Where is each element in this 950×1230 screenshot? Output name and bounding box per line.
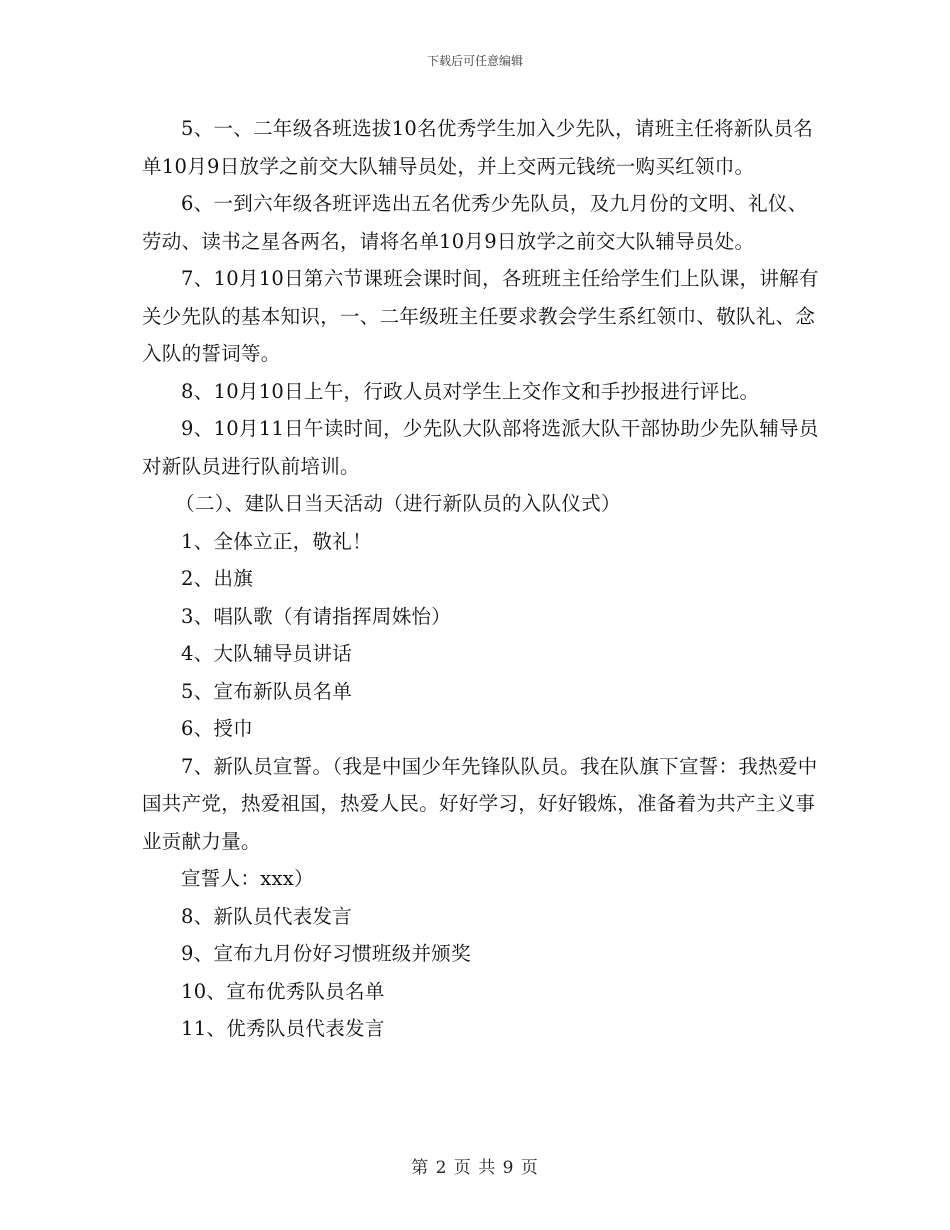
oath-signatory: 宣誓人：xxx） — [181, 867, 314, 890]
paragraph-item-6-selection: 6、一到六年级各班评选出五名优秀少先队员，及九月份的文明、礼仪、劳动、读书之星各两名，请将名单10月9日放学之前交大队辅导员处。 — [142, 192, 808, 253]
document-body — [142, 110, 822, 1048]
list-item: 6、授巾 — [181, 717, 254, 740]
page-header: 下载后可任意编辑 — [426, 54, 523, 68]
list-item-oath: 7、新队员宣誓。（我是中国少年先锋队队员。我在队旗下宣誓：我热爱中国共产党，热爱祖国，热爱人民。好好学习，好好锻炼，准备着为共产主义事业贡献力量。 — [142, 754, 818, 853]
list-item: 3、唱队歌（有请指挥周姝怡） — [181, 604, 452, 628]
section-heading: （二）、建队日当天活动（进行新队员的入队仪式） — [175, 492, 621, 515]
list-item: 4、大队辅导员讲话 — [181, 642, 353, 665]
list-item: 1、全体立正，敬礼！ — [181, 529, 372, 553]
list-item: 10、宣布优秀队员名单 — [181, 979, 385, 1003]
page-number: 第 2 页 共 9 页 — [411, 1158, 539, 1178]
paragraph-item-7-class-lesson: 7、10月10日第六节课班会课时间，各班班主任给学生们上队课，讲解有关少先队的基本知识，一、二年级班主任要求教会学生系红领巾、敬队礼、念入队的誓词等。 — [142, 267, 819, 365]
list-item: 11、优秀队员代表发言 — [181, 1017, 385, 1040]
paragraph-item-9-training: 9、10月11日午读时间，少先队大队部将选派大队干部协助少先队辅导员对新队员进行队前培训。 — [142, 417, 819, 478]
list-item: 2、出旗 — [181, 567, 254, 590]
list-item: 9、宣布九月份好习惯班级并颁奖 — [181, 942, 471, 965]
list-item: 8、新队员代表发言 — [181, 904, 353, 928]
paragraph-item-8-review: 8、10月10日上午，行政人员对学生上交作文和手抄报进行评比。 — [181, 379, 760, 403]
paragraph-item-5-recruit: 5、一、二年级各班选拔10名优秀学生加入少先队，请班主任将新队员名单10月9日放学之前交大队辅导员处，并上交两元钱统一购买红领巾。 — [142, 117, 814, 178]
list-item: 5、宣布新队员名单 — [181, 679, 353, 703]
